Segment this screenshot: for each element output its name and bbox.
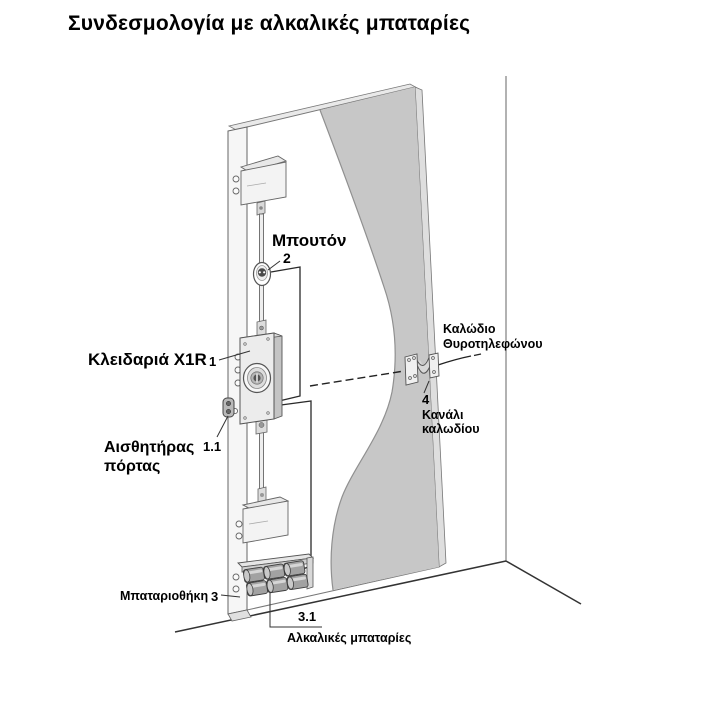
coupling-pin — [259, 206, 263, 210]
battery — [246, 580, 268, 596]
lock-screw — [267, 338, 270, 341]
label-channel-line1: Κανάλι — [422, 408, 464, 422]
label-lock: Κλειδαριά X1R — [88, 350, 207, 369]
channel-door-plate — [405, 354, 418, 385]
battery — [263, 564, 285, 580]
lock-side-face — [274, 333, 282, 419]
battery — [266, 577, 288, 593]
label-button: Μπουτόν — [272, 231, 347, 250]
key-slot — [256, 374, 258, 383]
sensor-body — [223, 398, 234, 417]
battery — [286, 574, 308, 590]
plate-screw — [409, 377, 412, 380]
label-sensor-line2: πόρτας — [104, 458, 161, 475]
label-battery-holder-number: 3 — [211, 589, 219, 604]
sensor-dot — [226, 401, 231, 406]
plate-screw — [433, 371, 436, 374]
lock-screw — [267, 412, 270, 415]
plate-screw — [408, 359, 411, 362]
label-sensor-line1: Αισθητήρας — [104, 439, 195, 456]
plate-screw — [413, 357, 416, 360]
coupling-pin — [259, 423, 264, 428]
page-title: Συνδεσμολογία με αλκαλικές μπαταρίες — [68, 12, 471, 35]
plate-screw — [414, 375, 417, 378]
doorphone-cable-end — [474, 354, 481, 356]
rod-lower — [260, 432, 264, 489]
edge-screw — [233, 176, 239, 182]
label-batteries-number: 3.1 — [298, 609, 317, 624]
floor-line-right — [506, 561, 581, 604]
label-batteries: Αλκαλικές μπαταρίες — [287, 631, 412, 645]
label-battery-holder: Μπαταριοθήκη — [120, 589, 209, 603]
lock-screw — [244, 343, 247, 346]
label-channel-line2: καλωδίου — [422, 422, 480, 436]
label-button-number: 2 — [283, 250, 291, 266]
coupling-pin — [260, 326, 264, 330]
plate-screw — [432, 357, 435, 360]
edge-screw — [236, 533, 242, 539]
coupling-pin — [260, 493, 264, 497]
label-sensor-number: 1.1 — [203, 439, 222, 454]
edge-screw — [233, 586, 239, 592]
lock-screw — [244, 417, 247, 420]
lock-x1r — [240, 333, 282, 424]
edge-screw — [233, 574, 239, 580]
sensor-leader — [217, 416, 228, 437]
doorphone-cable-line — [438, 356, 471, 365]
label-channel-number: 4 — [422, 392, 430, 407]
door-sensor — [223, 398, 234, 417]
rod-middle — [260, 285, 264, 323]
rod-upper — [260, 214, 264, 263]
button-contact — [259, 271, 261, 273]
lock-knob — [244, 364, 271, 393]
edge-screw — [236, 521, 242, 527]
push-button — [254, 263, 271, 286]
label-doorphone-cable-line1: Καλώδιο — [443, 322, 496, 336]
battery — [283, 560, 305, 576]
battery — [243, 567, 265, 583]
label-lock-number: 1 — [209, 354, 217, 369]
sensor-dot — [226, 409, 231, 414]
edge-screw — [233, 188, 239, 194]
bottom-deadbolt-box — [243, 497, 288, 543]
button-contact — [263, 271, 265, 273]
label-doorphone-cable-line2: Θυροτηλεφώνου — [443, 337, 543, 351]
